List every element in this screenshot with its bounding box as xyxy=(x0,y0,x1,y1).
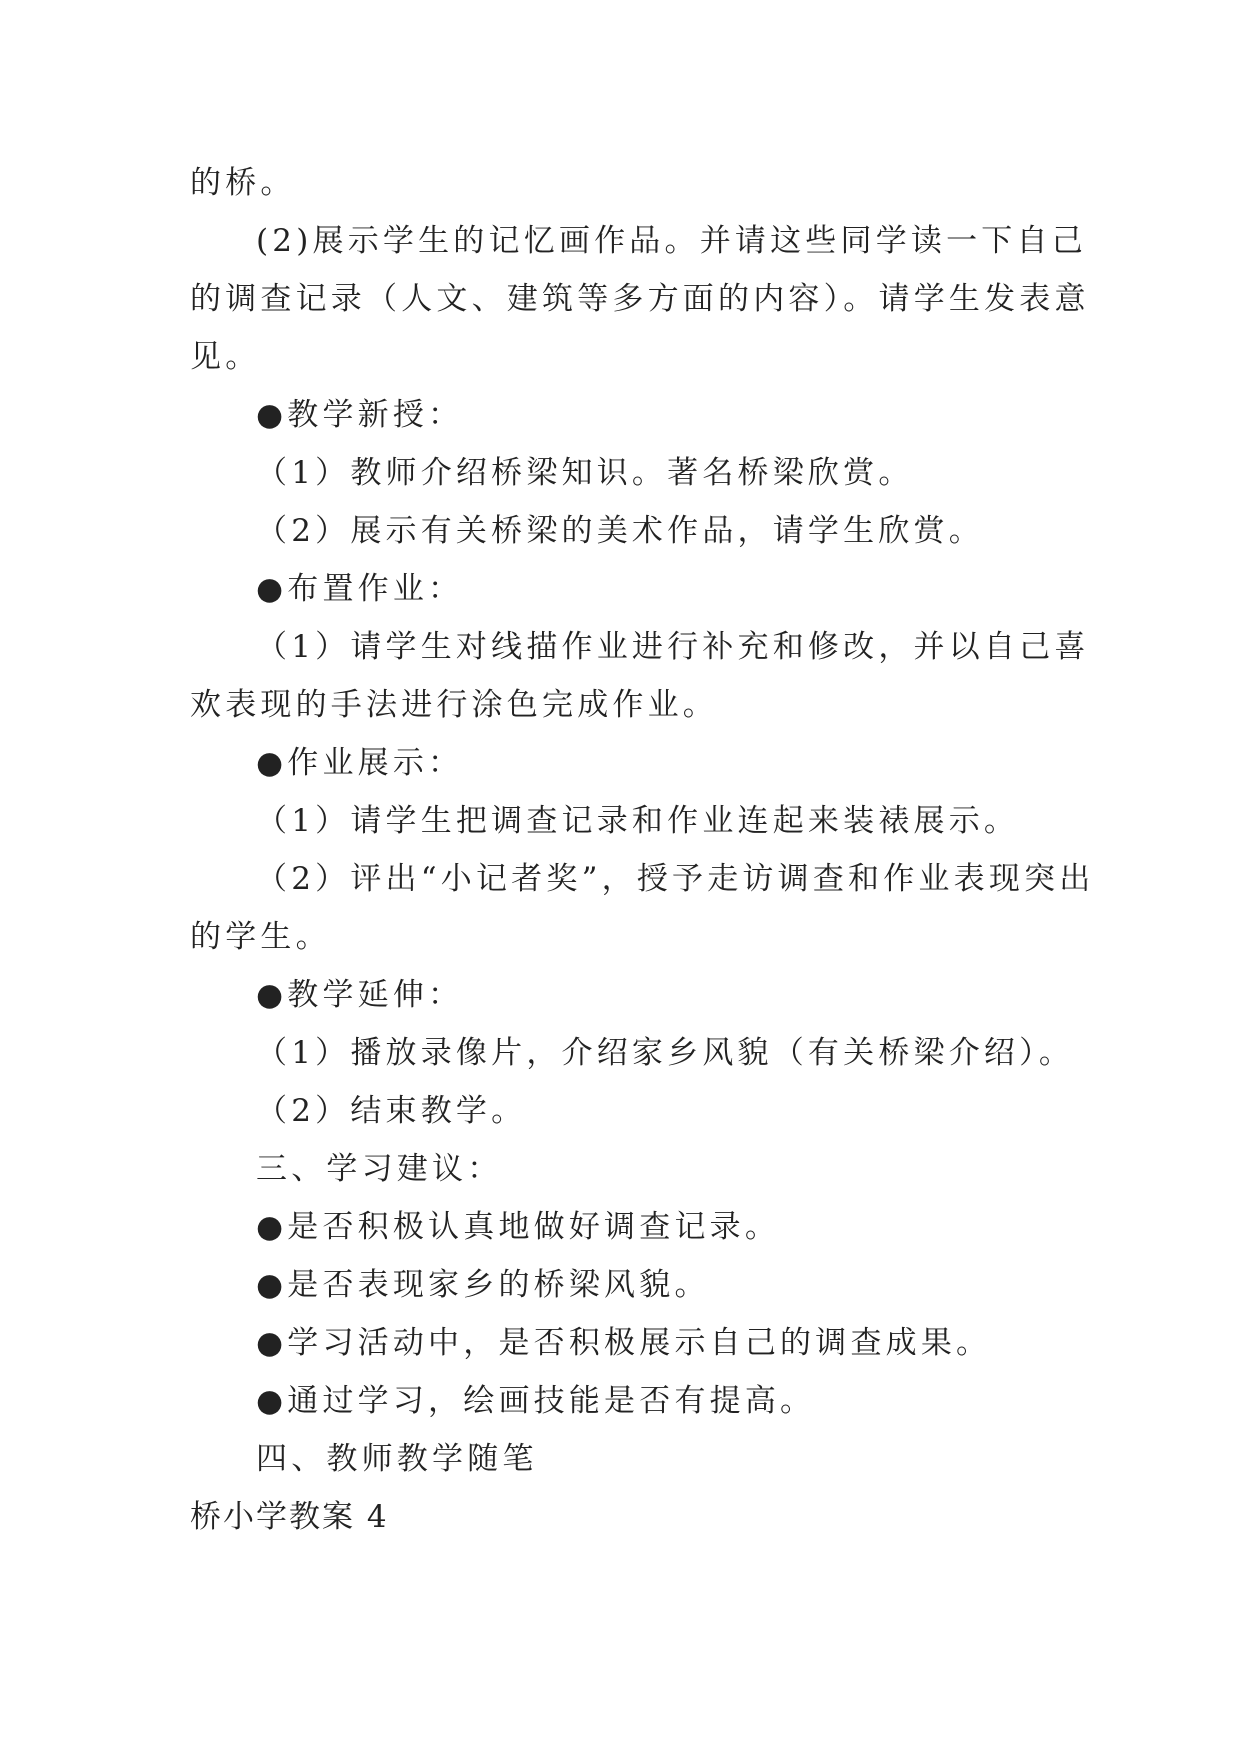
list-item: （2）展示有关桥梁的美术作品，请学生欣赏。 xyxy=(256,513,984,549)
list-item: （1）请学生把调查记录和作业连起来装裱展示。 xyxy=(256,803,1020,839)
paragraph-line: (2)展示学生的记忆画作品。并请这些同学读一下自己 xyxy=(256,223,1087,259)
list-item: （1）播放录像片，介绍家乡风貌（有关桥梁介绍）。 xyxy=(256,1035,1075,1071)
bullet-item: ●学习活动中，是否积极展示自己的调查成果。 xyxy=(256,1325,992,1361)
bullet-item: ●通过学习，绘画技能是否有提高。 xyxy=(256,1383,816,1419)
document-body xyxy=(190,154,1095,1546)
section-heading: 四、教师教学随笔 xyxy=(256,1441,538,1477)
paragraph-line: 的学生。 xyxy=(190,919,331,955)
list-item: （1）请学生对线描作业进行补充和修改，并以自己喜 xyxy=(256,629,1090,665)
paragraph-line: 欢表现的手法进行涂色完成作业。 xyxy=(190,687,718,723)
next-document-title: 桥小学教案 4 xyxy=(190,1499,389,1535)
list-item: （2）结束教学。 xyxy=(256,1093,527,1129)
section-heading: 三、学习建议： xyxy=(256,1151,503,1187)
section-heading: ●教学新授： xyxy=(256,397,464,433)
section-heading: ●布置作业： xyxy=(256,571,464,607)
list-item: （2）评出“小记者奖”，授予走访调查和作业表现突出 xyxy=(256,861,1095,897)
bullet-item: ●是否表现家乡的桥梁风貌。 xyxy=(256,1267,710,1303)
section-heading: ●教学延伸： xyxy=(256,977,464,1013)
paragraph-line: 的桥。 xyxy=(190,165,296,201)
list-item: （1）教师介绍桥梁知识。著名桥梁欣赏。 xyxy=(256,455,914,491)
paragraph-line: 见。 xyxy=(190,339,261,375)
section-heading: ●作业展示： xyxy=(256,745,464,781)
paragraph-line: 的调查记录（人文、建筑等多方面的内容）。请学生发表意 xyxy=(190,281,1090,317)
bullet-item: ●是否积极认真地做好调查记录。 xyxy=(256,1209,781,1245)
